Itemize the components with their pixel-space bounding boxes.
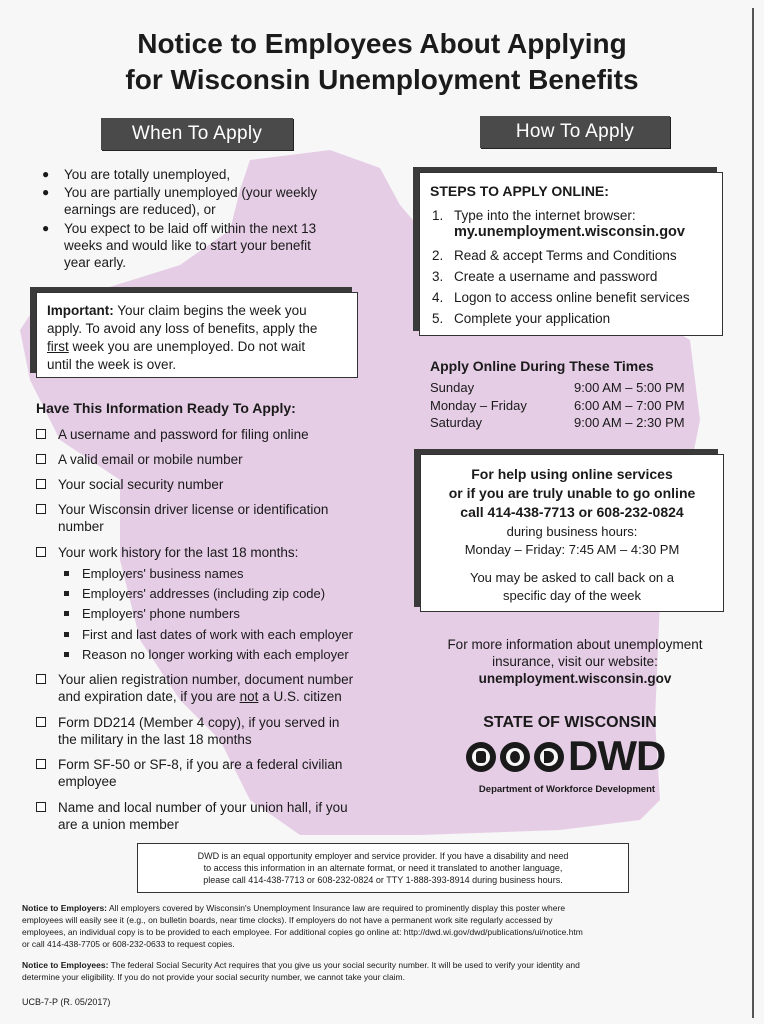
- times-hours: 6:00 AM – 7:00 PM: [574, 398, 685, 413]
- step-text: Type into the internet browser:: [454, 208, 636, 223]
- important-line: Your claim begins the week you: [117, 303, 307, 318]
- not-underlined: not: [239, 689, 259, 704]
- square-bullet-icon: [64, 632, 69, 637]
- first-underlined: first: [47, 339, 69, 354]
- info-item-text: Your social security number: [58, 477, 224, 492]
- square-bullet-icon: [64, 652, 69, 657]
- info-item-text: Form DD214 (Member 4 copy), if you served in: [58, 715, 340, 730]
- eeo-box: [137, 843, 629, 893]
- info-item-text: the military in the last 18 months: [58, 732, 252, 747]
- step-number: 1.: [432, 208, 444, 223]
- work-history-item: [82, 605, 240, 622]
- more-info: [415, 636, 735, 687]
- important-line: week you are unemployed. Do not wait: [72, 339, 306, 354]
- bullet-text: weeks and would like to start your benefit: [64, 238, 311, 253]
- info-item: [58, 451, 243, 468]
- form-id: UCB-7-P (R. 05/2017): [22, 997, 111, 1007]
- times-day: Saturday: [430, 415, 483, 430]
- help-line: specific day of the week: [502, 588, 642, 603]
- dwd-logo-arrow-icon: [534, 742, 564, 772]
- apply-url: my.unemployment.wisconsin.gov: [454, 224, 685, 240]
- step-text: Complete your application: [454, 311, 611, 326]
- times-hours: 9:00 AM – 2:30 PM: [574, 415, 685, 430]
- step-text: Logon to access online benefit services: [454, 290, 690, 305]
- info-item-text: Your Wisconsin driver license or identification: [58, 502, 329, 517]
- bullet-text: You are partially unemployed (your weekly: [64, 185, 318, 200]
- times-day: Monday – Friday: [430, 398, 527, 413]
- checkbox-icon: [36, 759, 46, 769]
- when-bullet: [42, 166, 231, 183]
- help-text: [421, 465, 723, 522]
- info-item-text: a U.S. citizen: [262, 689, 342, 704]
- info-item-text: are a union member: [58, 817, 179, 832]
- bullet-dot-icon: ●: [42, 221, 50, 235]
- steps-heading: STEPS TO APPLY ONLINE:: [430, 183, 609, 199]
- help-hours: [421, 523, 723, 559]
- bullet-text: year early.: [64, 255, 127, 270]
- info-item-text: Your alien registration number, document number: [58, 672, 354, 687]
- checkbox-icon: [36, 802, 46, 812]
- page-edge: [752, 8, 754, 1018]
- notice-line: The federal Social Security Act requires that you give us your social security number. It will be used to verify your identity and: [110, 960, 580, 970]
- website-url: unemployment.wisconsin.gov: [478, 671, 672, 686]
- square-bullet-icon: [64, 591, 69, 596]
- info-item: [58, 501, 328, 535]
- bullet-text: You expect to be laid off within the next 13: [64, 221, 317, 236]
- notice-employees: [22, 959, 742, 983]
- info-item: [58, 426, 309, 443]
- how-to-apply-banner: How To Apply: [480, 116, 670, 148]
- square-bullet-icon: [64, 571, 69, 576]
- info-item-text: A valid email or mobile number: [58, 452, 243, 467]
- notice-employees-label: Notice to Employees:: [22, 960, 109, 970]
- work-history-item: [82, 565, 243, 582]
- dwd-logo-circle-icon: [466, 742, 496, 772]
- important-text: [47, 302, 352, 374]
- info-item: [58, 799, 348, 833]
- notice-line: All employers covered by Wisconsin's Unemployment Insurance law are required to prominently display this poster where: [108, 903, 566, 913]
- logo-state: STATE OF WISCONSIN: [483, 714, 657, 731]
- step-number: 4.: [432, 290, 444, 305]
- info-item-text: Name and local number of your union hall, if you: [58, 800, 348, 815]
- logo-dwd: DWD: [568, 732, 666, 779]
- bullet-dot-icon: ●: [42, 167, 50, 181]
- logo-dept: Department of Workforce Development: [478, 784, 656, 795]
- checkbox-icon: [36, 717, 46, 727]
- square-bullet-icon: [64, 611, 69, 616]
- help-phone: call 414-438-7713 or 608-232-0824: [460, 504, 684, 520]
- step-number: 5.: [432, 311, 444, 326]
- info-item-text: number: [58, 519, 104, 534]
- notice-line: employees will easily see it (e.g., on bulletin boards, near time clocks). If employers do not have a permanent work site regularly accessed by: [22, 915, 553, 925]
- work-history-text: Employers' business names: [82, 566, 244, 581]
- help-line: during business hours:: [506, 524, 638, 539]
- help-line: Monday – Friday: 7:45 AM – 4:30 PM: [464, 542, 680, 557]
- more-info-line: For more information about unemployment: [447, 637, 703, 652]
- checkbox-icon: [36, 547, 46, 557]
- step-text: Create a username and password: [454, 269, 658, 284]
- step-text: Read & accept Terms and Conditions: [454, 248, 677, 263]
- times-heading: Apply Online During These Times: [430, 358, 654, 374]
- info-item-text: employee: [58, 774, 117, 789]
- when-bullet: [42, 184, 318, 218]
- notice-line: determine your eligibility. If you do not provide your social security number, we cannot take your claim.: [22, 972, 405, 982]
- work-history-item: [82, 585, 325, 602]
- checkbox-icon: [36, 429, 46, 439]
- important-box: [36, 292, 358, 378]
- step-item: [432, 310, 611, 327]
- dwd-logo-person-icon: [500, 742, 530, 772]
- times-hours: 9:00 AM – 5:00 PM: [574, 380, 685, 395]
- work-history-text: First and last dates of work with each employer: [82, 627, 353, 642]
- info-item: [58, 476, 223, 493]
- step-number: 2.: [432, 248, 444, 263]
- notice-employers-label: Notice to Employers:: [22, 903, 108, 913]
- info-item: [58, 671, 353, 705]
- work-history-item: [82, 646, 349, 663]
- info-item: [58, 544, 298, 561]
- important-line: until the week is over.: [47, 357, 177, 372]
- when-to-apply-banner: When To Apply: [101, 118, 293, 150]
- eeo-text: [138, 850, 628, 886]
- help-line: You may be asked to call back on a: [469, 570, 675, 585]
- eeo-line: to access this information in an alternate format, or need it translated to another language,: [203, 863, 563, 873]
- checkbox-icon: [36, 674, 46, 684]
- step-item: [432, 247, 677, 264]
- eeo-line: please call 414-438-7713 or 608-232-0824 or TTY 1-888-393-8914 during business hours.: [203, 875, 563, 885]
- info-ready-heading: Have This Information Ready To Apply:: [36, 400, 296, 416]
- times-day: Sunday: [430, 380, 475, 395]
- step-item: [432, 268, 658, 285]
- info-item-text: Your work history for the last 18 months:: [58, 545, 299, 560]
- steps-box: [419, 172, 723, 336]
- info-item-text: Form SF-50 or SF-8, if you are a federal civilian: [58, 757, 343, 772]
- eeo-line: DWD is an equal opportunity employer and service provider. If you have a disability and need: [197, 851, 569, 861]
- step-item: [432, 289, 690, 306]
- help-box: [420, 454, 724, 612]
- checkbox-icon: [36, 479, 46, 489]
- work-history-item: [82, 626, 353, 643]
- more-info-line: insurance, visit our website:: [492, 654, 658, 669]
- when-bullet: [42, 220, 317, 271]
- title-line-2: for Wisconsin Unemployment Benefits: [125, 64, 639, 95]
- help-callback: [421, 569, 723, 605]
- checkbox-icon: [36, 454, 46, 464]
- work-history-text: Employers' phone numbers: [82, 606, 240, 621]
- work-history-text: Employers' addresses (including zip code): [82, 586, 326, 601]
- step-item: [432, 207, 636, 224]
- checkbox-icon: [36, 504, 46, 514]
- notice-line: employees, an individual copy is to be provided to each employee. For additional copies go online at: http://dwd.wi.gov/dwd/publications/ui/notice.htm: [22, 927, 583, 937]
- notice-line: or call 414-438-7705 or 608-232-0633 to request copies.: [22, 939, 235, 949]
- notice-employers: [22, 902, 742, 950]
- important-label: Important:: [47, 303, 114, 318]
- important-line: apply. To avoid any loss of benefits, apply the: [47, 321, 318, 336]
- title-line-1: Notice to Employees About Applying: [137, 28, 627, 59]
- bullet-text: earnings are reduced), or: [64, 202, 216, 217]
- work-history-text: Reason no longer working with each employer: [82, 647, 349, 662]
- help-line: or if you are truly unable to go online: [448, 485, 696, 501]
- bullet-dot-icon: ●: [42, 185, 50, 199]
- info-item-text: A username and password for filing online: [58, 427, 309, 442]
- info-item: [58, 714, 339, 748]
- info-item-text: and expiration date, if you are: [58, 689, 236, 704]
- info-item: [58, 756, 342, 790]
- step-number: 3.: [432, 269, 444, 284]
- bullet-text: You are totally unemployed,: [64, 167, 231, 182]
- help-line: For help using online services: [471, 466, 673, 482]
